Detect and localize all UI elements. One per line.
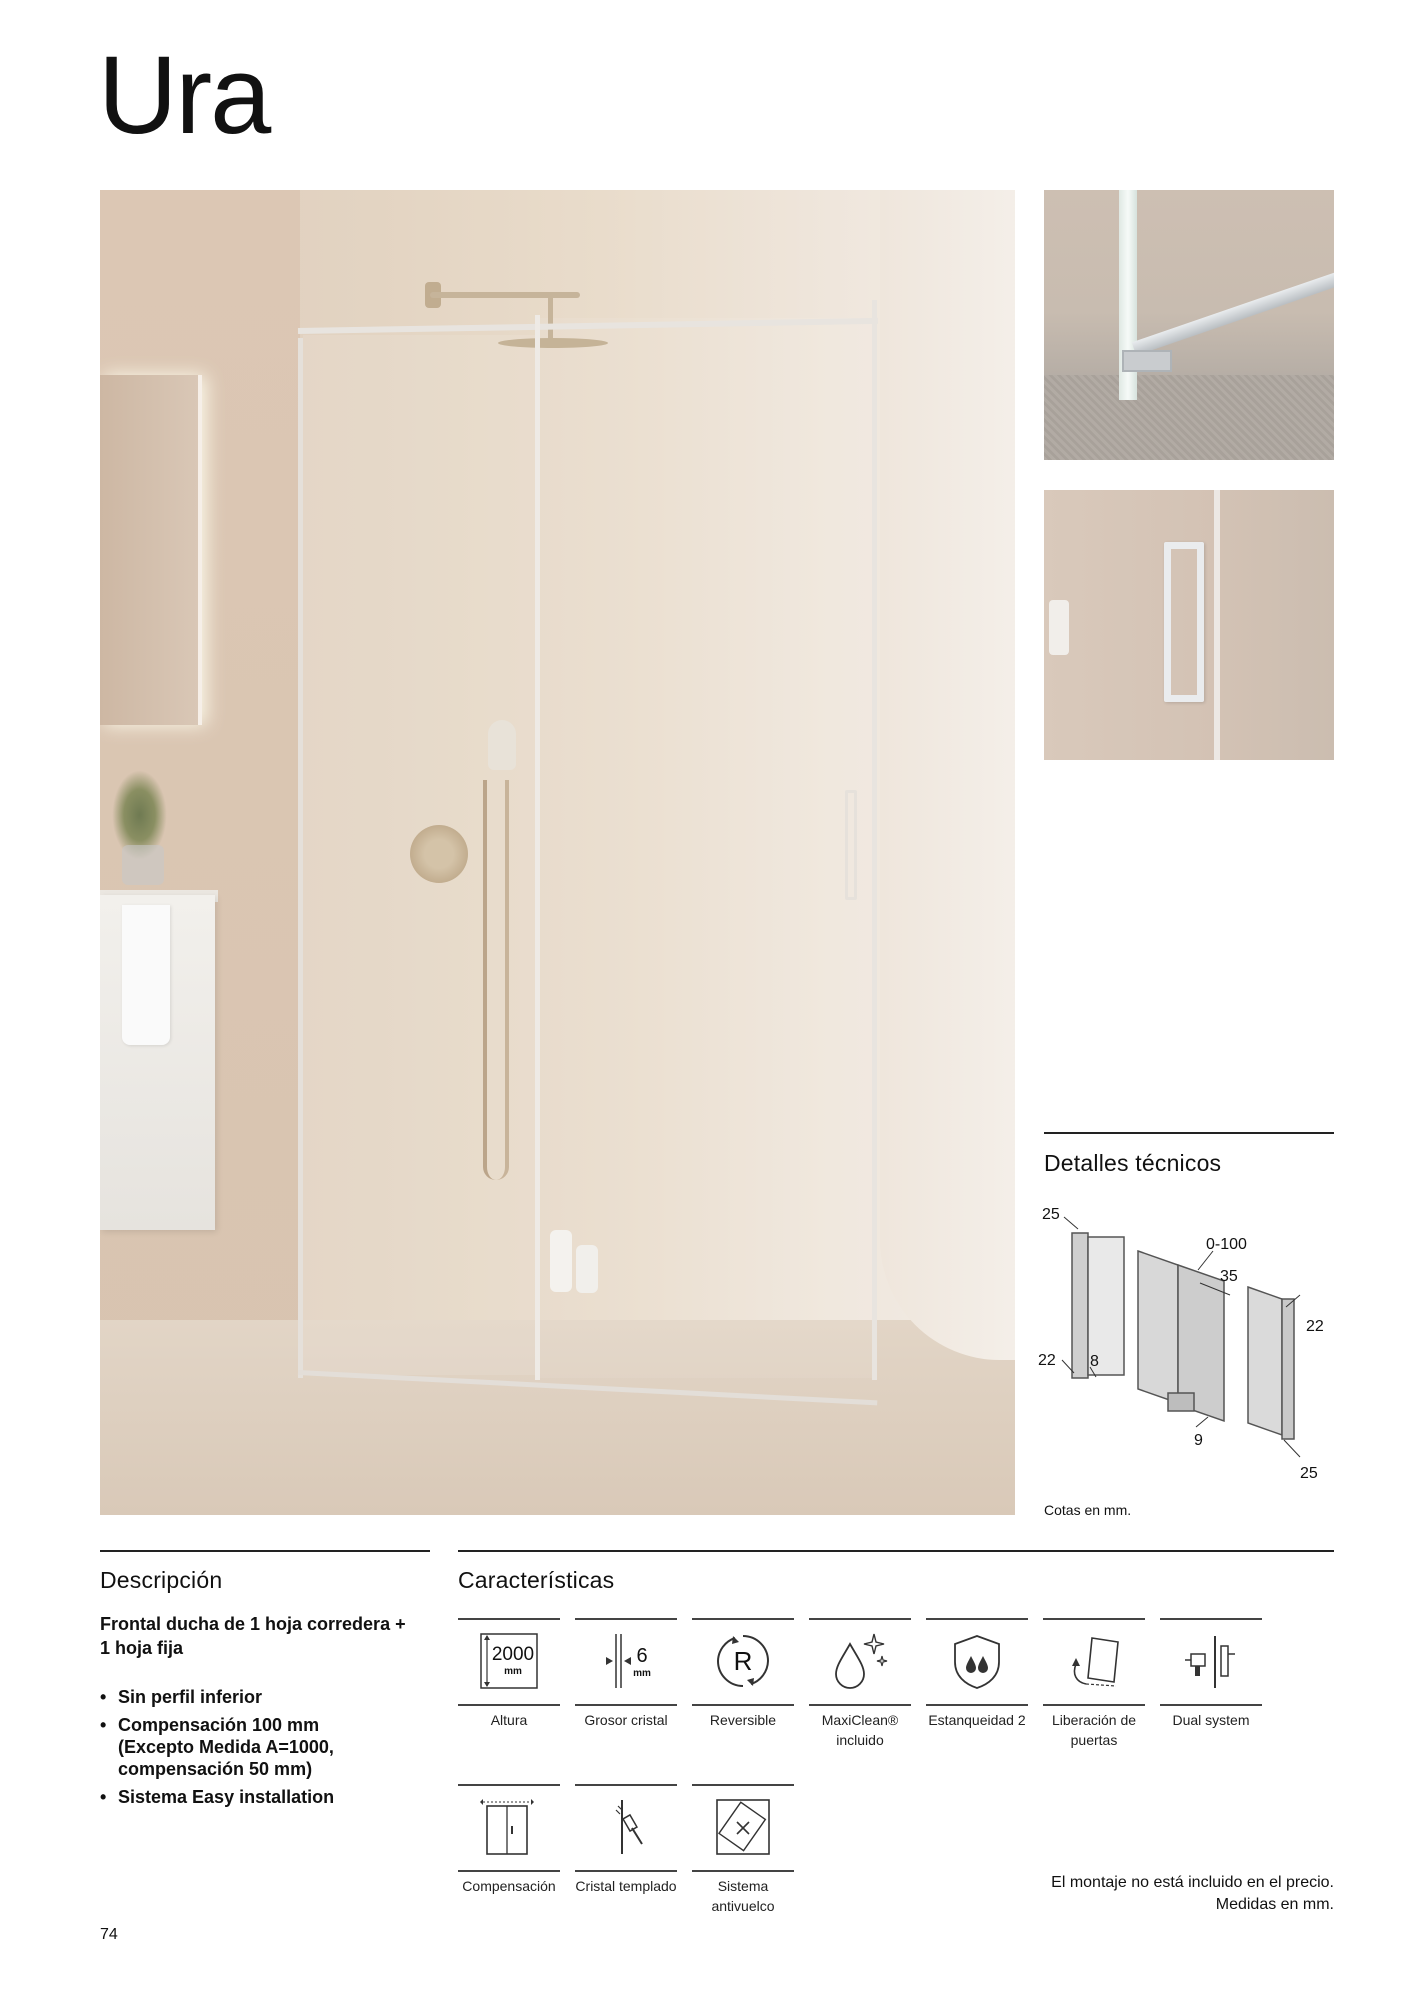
dim-label: 0-100 xyxy=(1206,1236,1247,1253)
dim-label: 22 xyxy=(1306,1318,1324,1335)
feature-label: Compensación xyxy=(462,1878,556,1894)
feature-label: Altura xyxy=(490,1712,528,1728)
photo-plant-pot xyxy=(122,845,164,885)
photo-frame-right xyxy=(872,300,877,1380)
tempered-glass-icon xyxy=(596,1796,656,1858)
page-number: 74 xyxy=(100,1926,118,1943)
dim-label: 35 xyxy=(1220,1268,1238,1285)
photo-mirror xyxy=(100,375,202,725)
feature-label: Reversible xyxy=(709,1712,777,1728)
photo-frame-left xyxy=(298,338,303,1378)
reversible-icon xyxy=(713,1630,773,1692)
sealing-icon xyxy=(947,1630,1007,1692)
description-rule xyxy=(100,1550,430,1552)
feature-label: Dual system xyxy=(1172,1712,1250,1728)
photo-bottle xyxy=(576,1245,598,1293)
photo-hose xyxy=(483,780,509,1180)
description-lead: Frontal ducha de 1 hoja corredera + 1 hoja fija xyxy=(100,1614,406,1658)
photo-glass-sliding xyxy=(540,318,872,1378)
dim-label: 9 xyxy=(1194,1432,1203,1449)
anti-tip-icon xyxy=(713,1796,773,1858)
list-item: • Sin perfil inferior xyxy=(100,1686,400,1708)
dim-label: 8 xyxy=(1090,1353,1099,1370)
compensation-icon xyxy=(479,1796,539,1858)
detail-rail xyxy=(1132,268,1334,356)
maxiclean-icon xyxy=(830,1630,890,1692)
description-heading: Descripción xyxy=(100,1567,223,1593)
photo-frame-mid xyxy=(535,315,540,1380)
height-value: 2000 xyxy=(491,1644,535,1665)
reversible-letter: R xyxy=(733,1646,753,1676)
dim-label: 25 xyxy=(1042,1206,1060,1223)
photo-shower-arm xyxy=(430,292,580,298)
feature-label: Cristal templado xyxy=(575,1878,677,1894)
photo-towel xyxy=(122,905,170,1045)
feature-label: Liberación de puertas xyxy=(1051,1712,1137,1748)
photo-curved-wall xyxy=(880,190,1015,1360)
thickness-icon xyxy=(596,1630,656,1692)
feature-label: Sistema antivuelco xyxy=(711,1878,775,1914)
dim-label: 22 xyxy=(1038,1352,1056,1369)
photo-valve xyxy=(410,825,468,883)
detail-floor xyxy=(1044,375,1334,460)
photo-bottle xyxy=(550,1230,572,1292)
feature-label: Grosor cristal xyxy=(584,1712,668,1728)
detail-bottle xyxy=(1049,600,1069,655)
photo-shower-head xyxy=(498,338,608,348)
thickness-unit: mm xyxy=(633,1668,651,1679)
detail-handle xyxy=(1164,542,1204,702)
assembly-note-line: El montaje no está incluido en el precio. xyxy=(1051,1874,1334,1891)
dim-label: 25 xyxy=(1300,1465,1318,1482)
technical-drawing xyxy=(1038,1195,1338,1485)
characteristics-rule xyxy=(458,1550,1334,1552)
feature-label: Estanqueidad 2 xyxy=(928,1712,1026,1728)
detail-photo-handle xyxy=(1044,490,1334,760)
description-bullets xyxy=(100,1686,400,1814)
thickness-value: 6 xyxy=(636,1645,648,1667)
tech-rule xyxy=(1044,1132,1334,1134)
height-icon xyxy=(479,1630,539,1692)
detail-guide-block xyxy=(1122,350,1172,372)
list-item: • Sistema Easy installation xyxy=(100,1786,400,1808)
assembly-note xyxy=(1051,1872,1334,1916)
characteristics-heading: Características xyxy=(458,1567,615,1593)
tech-heading: Detalles técnicos xyxy=(1044,1150,1222,1176)
detail-photo-rail xyxy=(1044,190,1334,460)
detail-glass-edge xyxy=(1214,490,1220,760)
page-title: Ura xyxy=(98,34,270,157)
photo-door-handle xyxy=(845,790,857,900)
photo-handshower xyxy=(488,720,516,770)
feature-label: MaxiClean® incluido xyxy=(821,1712,899,1748)
shower-screen-photo xyxy=(100,190,1015,1515)
height-unit: mm xyxy=(504,1666,522,1677)
door-release-icon xyxy=(1064,1630,1124,1692)
photo-shower-drop xyxy=(548,296,553,340)
assembly-note-line: Medidas en mm. xyxy=(1215,1896,1334,1913)
list-item: • Compensación 100 mm (Excepto Medida A=1000, compensación 50 mm) xyxy=(100,1714,400,1780)
dual-system-icon xyxy=(1181,1630,1241,1692)
tech-caption: Cotas en mm. xyxy=(1044,1502,1132,1518)
